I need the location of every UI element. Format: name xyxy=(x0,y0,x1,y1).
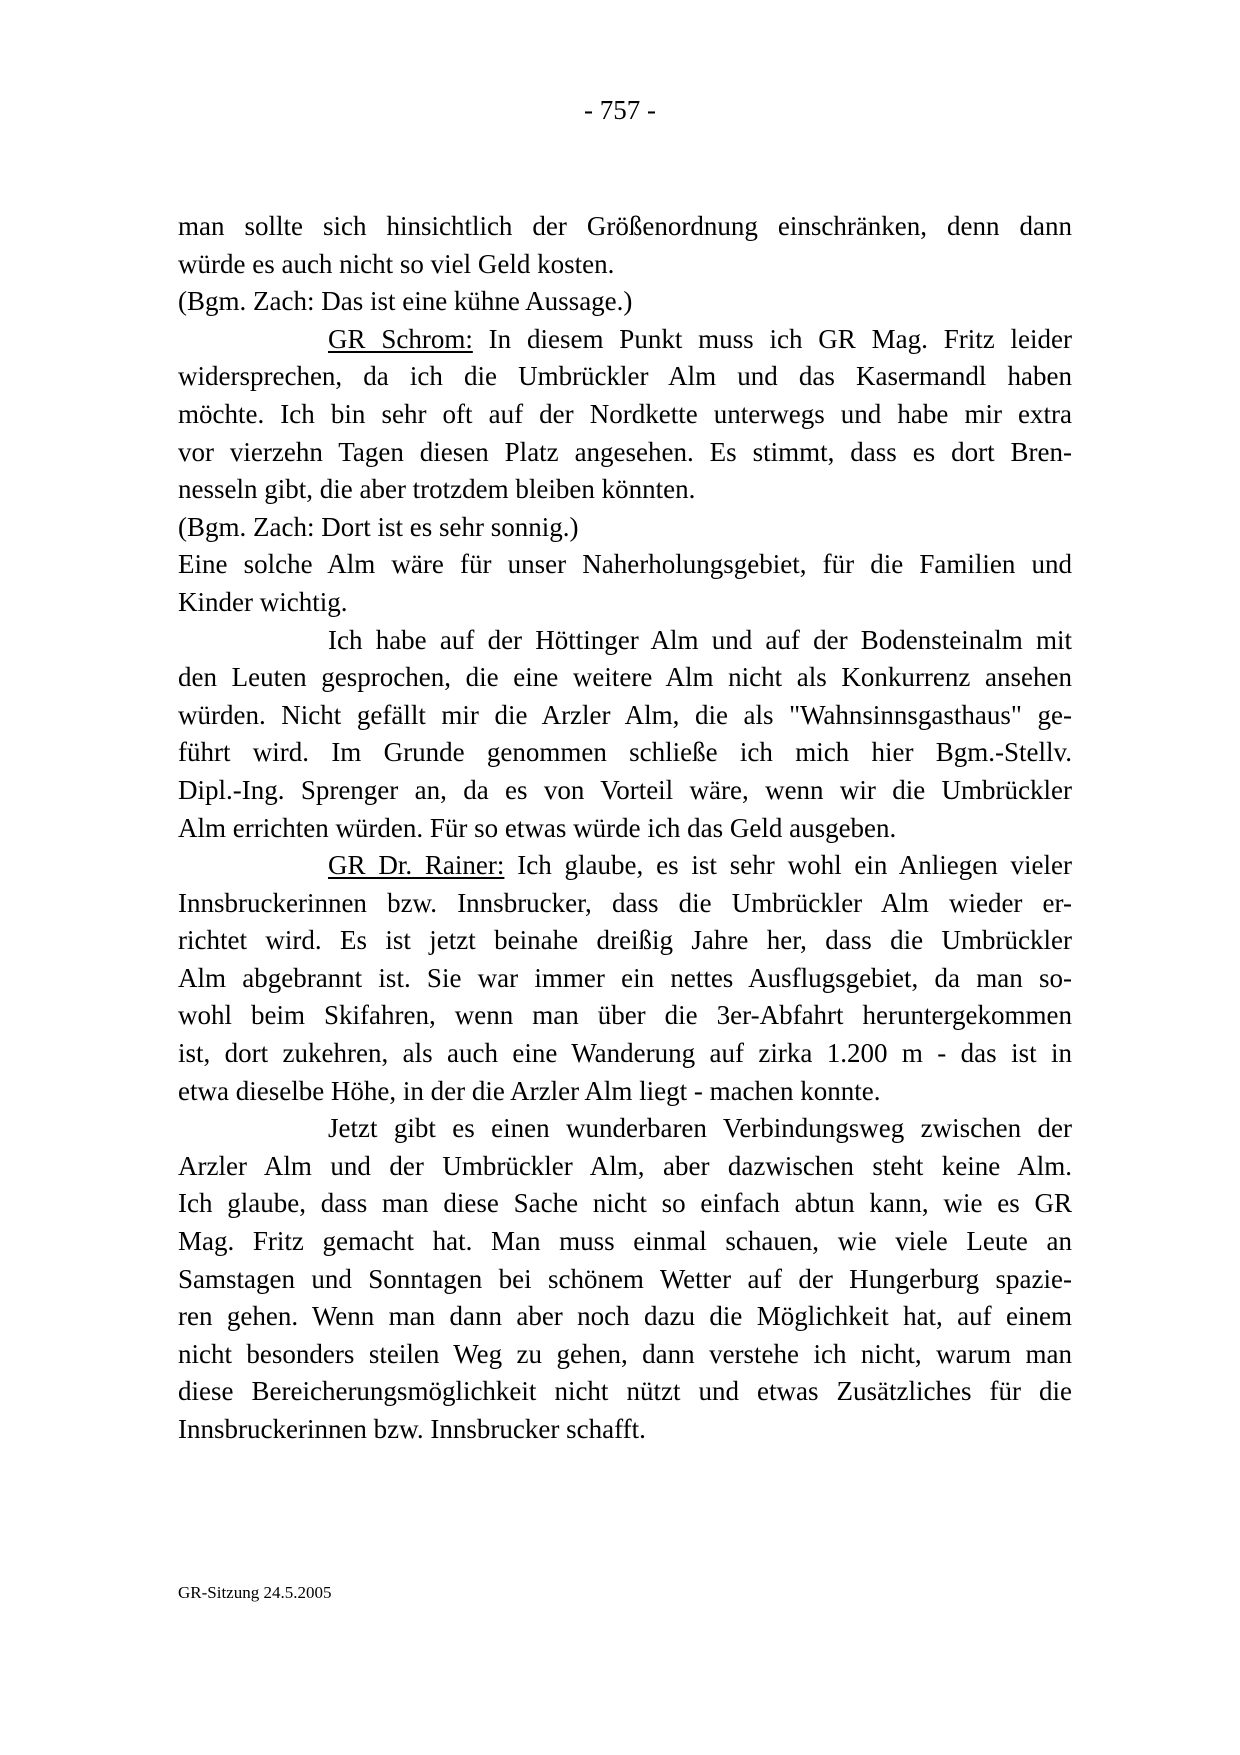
text-line xyxy=(178,434,1072,472)
text-line xyxy=(178,283,1072,321)
line-text: Mag. Fritz gemacht hat. Man muss einmal schauen, wie viele Leute an xyxy=(178,1226,1072,1257)
speaker-name: GR Schrom: xyxy=(328,323,473,354)
line-text: etwa dieselbe Höhe, in der die Arzler Alm liegt - machen konnte. xyxy=(178,1075,881,1106)
line-text: (Bgm. Zach: Dort ist es sehr sonnig.) xyxy=(178,511,579,542)
text-line xyxy=(178,1298,1072,1336)
text-line xyxy=(178,772,1072,810)
text-line xyxy=(178,734,1072,772)
line-text: Alm errichten würden. Für so etwas würde ich das Geld ausgeben. xyxy=(178,812,897,843)
text-line xyxy=(178,1148,1072,1186)
line-text: Jetzt gibt es einen wunderbaren Verbindungsweg zwischen der xyxy=(328,1113,1072,1144)
document-body xyxy=(178,208,1072,1449)
text-line xyxy=(178,509,1072,547)
line-text: ren gehen. Wenn man dann aber noch dazu die Möglichkeit hat, auf einem xyxy=(178,1301,1072,1332)
line-text: möchte. Ich bin sehr oft auf der Nordkette unterwegs und habe mir extra xyxy=(178,398,1072,429)
line-text: Ich habe auf der Höttinger Alm und auf der Bodensteinalm mit xyxy=(328,624,1072,655)
line-text: (Bgm. Zach: Das ist eine kühne Aussage.) xyxy=(178,286,633,317)
text-line xyxy=(178,1110,1072,1148)
line-text: den Leuten gesprochen, die eine weitere Alm nicht als Konkurrenz ansehen xyxy=(178,662,1072,693)
text-line xyxy=(178,885,1072,923)
text-line xyxy=(178,697,1072,735)
text-line xyxy=(178,1185,1072,1223)
line-text: Eine solche Alm wäre für unser Naherholungsgebiet, für die Familien und xyxy=(178,549,1072,580)
text-line xyxy=(178,847,1072,885)
text-line xyxy=(178,208,1072,246)
line-text: Ich glaube, es ist sehr wohl ein Anliegen vieler xyxy=(504,850,1073,881)
line-text: Arzler Alm und der Umbrückler Alm, aber dazwischen steht keine Alm. xyxy=(178,1150,1072,1181)
line-text: Ich glaube, dass man diese Sache nicht so einfach abtun kann, wie es GR xyxy=(178,1188,1072,1219)
line-text: wohl beim Skifahren, wenn man über die 3er-Abfahrt heruntergekommen xyxy=(178,1000,1072,1031)
line-text: In diesem Punkt muss ich GR Mag. Fritz leider xyxy=(472,323,1072,354)
line-text: Kinder wichtig. xyxy=(178,586,348,617)
line-text: widersprechen, da ich die Umbrückler Alm und das Kasermandl haben xyxy=(178,361,1072,392)
text-line xyxy=(178,246,1072,284)
text-line xyxy=(178,1411,1072,1449)
line-text: Innsbruckerinnen bzw. Innsbrucker, dass die Umbrückler Alm wieder er- xyxy=(178,887,1072,918)
line-text: nicht besonders steilen Weg zu gehen, dann verstehe ich nicht, warum man xyxy=(178,1338,1072,1369)
page-number: - 757 - xyxy=(584,95,656,125)
text-line xyxy=(178,546,1072,584)
line-text: vor vierzehn Tagen diesen Platz angesehen. Es stimmt, dass es dort Bren- xyxy=(178,436,1072,467)
line-text: nesseln gibt, die aber trotzdem bleiben könnten. xyxy=(178,474,696,505)
text-line xyxy=(178,810,1072,848)
line-text: richtet wird. Es ist jetzt beinahe dreißig Jahre her, dass die Umbrückler xyxy=(178,925,1072,956)
text-line xyxy=(178,922,1072,960)
line-text: diese Bereicherungsmöglichkeit nicht nützt und etwas Zusätzliches für die xyxy=(178,1376,1072,1407)
line-text: ist, dort zukehren, als auch eine Wanderung auf zirka 1.200 m - das ist in xyxy=(178,1038,1072,1069)
text-line xyxy=(178,960,1072,998)
line-text: Alm abgebrannt ist. Sie war immer ein nettes Ausflugsgebiet, da man so- xyxy=(178,962,1072,993)
line-text: würden. Nicht gefällt mir die Arzler Alm, die als "Wahnsinnsgasthaus" ge- xyxy=(178,699,1072,730)
line-text: Samstagen und Sonntagen bei schönem Wetter auf der Hungerburg spazie- xyxy=(178,1263,1072,1294)
line-text: man sollte sich hinsichtlich der Größenordnung einschränken, denn dann xyxy=(178,211,1072,241)
text-line xyxy=(178,358,1072,396)
text-line xyxy=(178,1223,1072,1261)
line-text: würde es auch nicht so viel Geld kosten. xyxy=(178,248,615,279)
text-line xyxy=(178,1373,1072,1411)
text-line xyxy=(178,584,1072,622)
line-text: führt wird. Im Grunde genommen schließe ich mich hier Bgm.-Stellv. xyxy=(178,737,1072,768)
text-line xyxy=(178,997,1072,1035)
text-line xyxy=(178,1336,1072,1374)
text-line xyxy=(178,396,1072,434)
text-line xyxy=(178,321,1072,359)
text-line xyxy=(178,471,1072,509)
footer-session-date: GR-Sitzung 24.5.2005 xyxy=(178,1583,332,1602)
text-line xyxy=(178,622,1072,660)
line-text: Dipl.-Ing. Sprenger an, da es von Vorteil wäre, wenn wir die Umbrückler xyxy=(178,774,1072,805)
text-line xyxy=(178,1073,1072,1111)
text-line xyxy=(178,1261,1072,1299)
text-line xyxy=(178,659,1072,697)
text-line xyxy=(178,1035,1072,1073)
speaker-name: GR Dr. Rainer: xyxy=(328,850,505,881)
line-text: Innsbruckerinnen bzw. Innsbrucker schafft. xyxy=(178,1414,646,1444)
